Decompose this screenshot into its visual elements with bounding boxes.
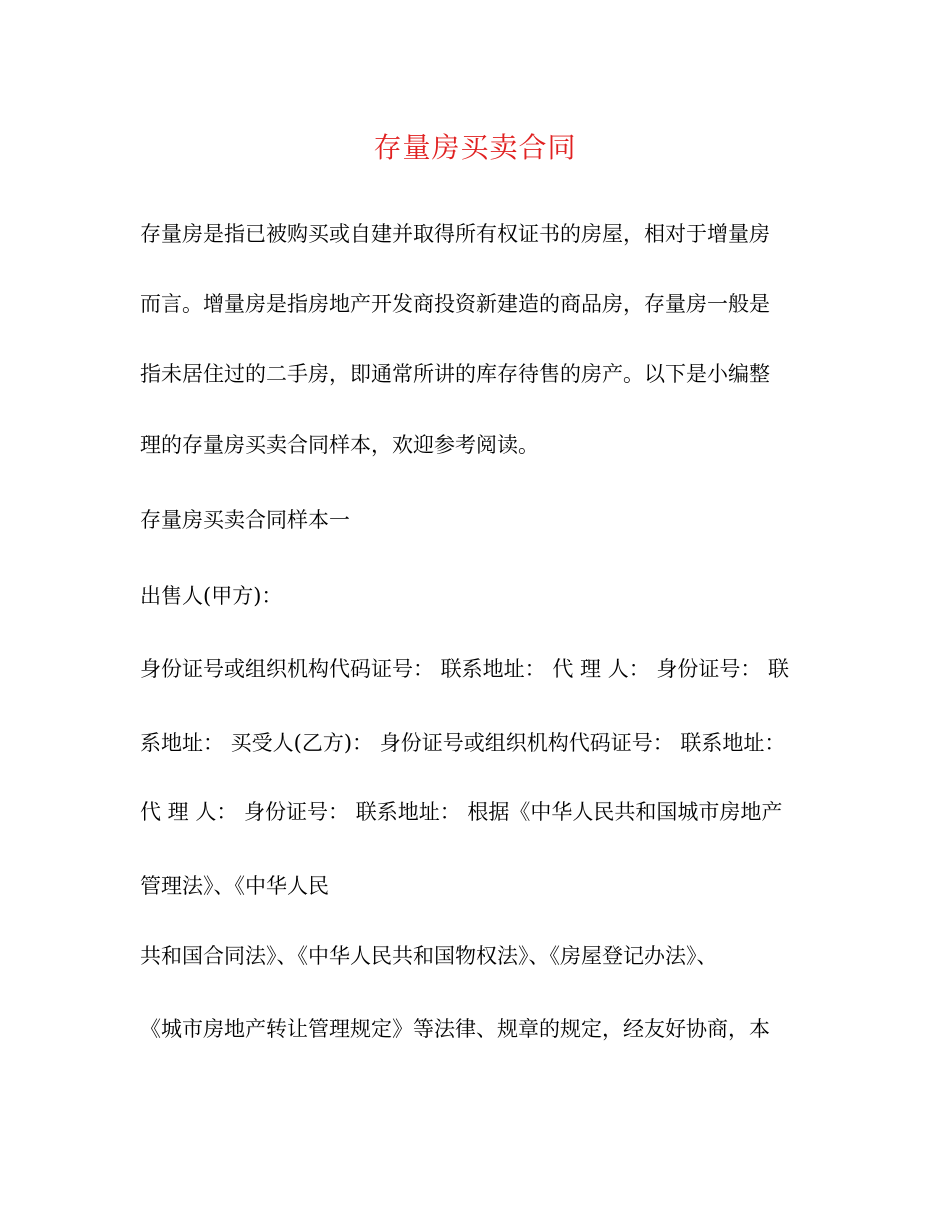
- body-line: 理的存量房买卖合同样本，欢迎参考阅读。: [140, 433, 539, 457]
- body-line: 而言。增量房是指房地产开发商投资新建造的商品房，存量房一般是: [140, 292, 770, 316]
- body-line: 代 理 人： 身份证号： 联系地址： 根据《中华人民共和国城市房地产: [140, 800, 783, 824]
- body-line: 存量房是指已被购买或自建并取得所有权证书的房屋，相对于增量房: [140, 222, 770, 246]
- body-line: 系地址： 买受人(乙方)： 身份证号或组织机构代码证号： 联系地址：: [140, 731, 786, 755]
- body-line: 出售人(甲方)：: [140, 584, 283, 608]
- body-line: 指未居住过的二手房，即通常所讲的库存待售的房产。以下是小编整: [140, 362, 770, 386]
- body-line: 身份证号或组织机构代码证号： 联系地址： 代 理 人： 身份证号： 联: [140, 657, 790, 681]
- section-heading: 存量房买卖合同样本一: [140, 508, 350, 532]
- body-line: 《城市房地产转让管理规定》等法律、规章的规定，经友好协商，本: [140, 1017, 770, 1041]
- document-title: 存量房买卖合同: [373, 131, 577, 164]
- body-line: 管理法》、《中华人民: [140, 874, 329, 898]
- body-line: 共和国合同法》、《中华人民共和国物权法》、《房屋登记办法》、: [140, 944, 718, 968]
